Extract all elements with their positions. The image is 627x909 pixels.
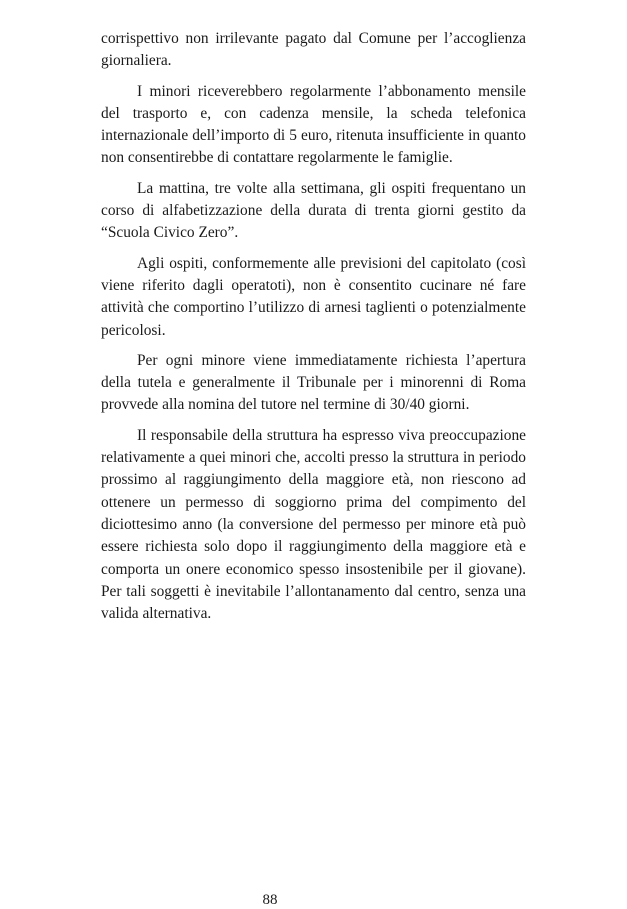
page-number: 88 — [262, 892, 278, 908]
paragraph-transport-phone-card: I minori riceverebbero regolarmente l’abbonamento mensile del trasporto e, con cadenza mensile, la scheda telefonica internazionale dell’importo di 5 euro, ritenuta insufficiente in quanto non consentirebbe di contattare regolarmente le famiglie. — [101, 82, 526, 167]
paragraph-guardianship: Per ogni minore viene immediatamente richiesta l’apertura della tutela e generalmente il Tribunale per i minorenni di Roma provvede alla nomina del tutore nel termine di 30/40 giorni. — [101, 351, 526, 414]
paragraph-continuation: corrispettivo non irrilevante pagato dal Comune per l’accoglienza giornaliera. — [101, 30, 526, 70]
paragraph-residence-permit: Il responsabile della struttura ha espresso viva preoccupazione relativamente a quei minori che, accolti presso la struttura in periodo prossimo al raggiungimento della maggiore età, non riescono ad ottenere un permesso di soggiorno prima del compimento del diciottesimo anno (la conversione del permesso per minore età può essere richiesta solo dopo il raggiungimento della maggiore età e comporta un onere economico spesso insostenibile per il giovane). Per tali soggetti è inevitabile l’allontanamento dal centro, senza una valida alternativa. — [101, 426, 526, 623]
body-text — [101, 28, 526, 633]
paragraph-literacy-course: La mattina, tre volte alla settimana, gli ospiti frequentano un corso di alfabetizzazione della durata di trenta giorni gestito da “Scuola Civico Zero”. — [101, 179, 526, 242]
paragraph-cooking-restrictions: Agli ospiti, conformemente alle previsioni del capitolato (così viene riferito dagli operatoti), non è consentito cucinare né fare attività che comportino l’utilizzo di arnesi taglienti o potenzialmente pericolosi. — [101, 254, 526, 339]
